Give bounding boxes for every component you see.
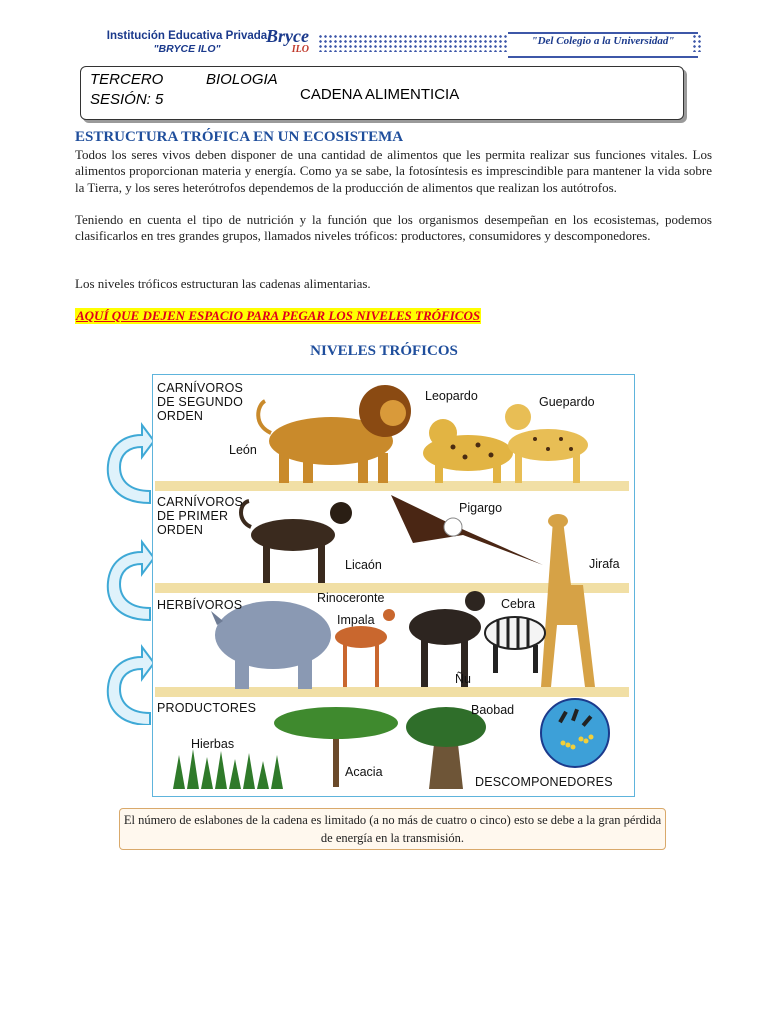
label-giraffe: Jirafa xyxy=(589,557,620,571)
figure-title: NIVELES TRÓFICOS xyxy=(310,343,458,359)
level-label-decomposers: DESCOMPONEDORES xyxy=(475,775,613,789)
leopard-icon xyxy=(423,419,513,483)
subject-label: BIOLOGIA xyxy=(206,71,278,88)
logo-text: Bryce xyxy=(266,26,309,46)
level-text: DE SEGUNDO xyxy=(157,395,244,409)
school-logo xyxy=(266,28,309,58)
label-grass: Hierbas xyxy=(191,737,235,751)
level-text: CARNÍVOROS xyxy=(157,381,244,395)
zebra-icon xyxy=(485,617,545,673)
label-impala: Impala xyxy=(337,613,375,627)
section-heading: ESTRUCTURA TRÓFICA EN UN ECOSISTEMA xyxy=(75,129,404,145)
session-label: SESIÓN: 5 xyxy=(90,91,164,108)
label-acacia: Acacia xyxy=(345,765,383,779)
trophic-levels-figure xyxy=(152,374,635,797)
grass-icon xyxy=(173,749,283,789)
header-dot-pattern-end xyxy=(692,34,702,52)
label-zebra: Cebra xyxy=(501,597,536,611)
level-arrows xyxy=(98,415,158,725)
arrow-icon-2 xyxy=(108,542,154,620)
baobab-icon xyxy=(406,707,486,789)
school-name-line2: "BRYCE ILO" xyxy=(153,43,221,55)
label-cheetah: Guepardo xyxy=(539,395,595,409)
paragraph-3: Los niveles tróficos estructuran las cadenas alimentarias. xyxy=(75,276,371,291)
label-eagle: Pigargo xyxy=(459,501,503,515)
wild-dog-icon xyxy=(241,501,352,583)
label-gnu: Ñu xyxy=(455,672,471,686)
arrow-icon-3 xyxy=(108,647,154,725)
instruction-note: AQUÍ QUE DEJEN ESPACIO PARA PEGAR LOS NIVELES TRÓFICOS xyxy=(76,308,481,323)
school-name xyxy=(92,30,282,56)
level-label-herbivores: HERBÍVOROS xyxy=(157,598,243,612)
school-motto: "Del Colegio a la Universidad" xyxy=(531,35,675,47)
school-name-line1: Institución Educativa Privada xyxy=(106,30,268,42)
level-label-producers: PRODUCTORES xyxy=(157,701,257,715)
paragraph-2: Teniendo en cuenta el tipo de nutrición y la función que los organismos desempeñan en los ecosistemas, podemos clasificarlos en tres grandes grupos, llamados niveles tróficos: productores, consumidores y descomponedores. xyxy=(75,212,712,244)
cheetah-icon xyxy=(505,404,588,483)
level-text: ORDEN xyxy=(157,523,204,537)
arrow-icon-1 xyxy=(108,425,154,503)
level-text: CARNÍVOROS xyxy=(157,495,244,509)
giraffe-icon xyxy=(541,514,595,687)
level-text: ORDEN xyxy=(157,409,204,423)
label-wild-dog: Licaón xyxy=(345,558,382,572)
logo-sub: ILO xyxy=(291,44,309,55)
rhino-icon xyxy=(211,601,331,689)
level-text: DE PRIMER xyxy=(157,509,229,523)
label-leopard: Leopardo xyxy=(425,389,478,403)
label-lion: León xyxy=(229,443,257,457)
gnu-icon xyxy=(409,591,485,687)
grade-label: TERCERO xyxy=(90,71,164,88)
level-label-first-order xyxy=(157,495,243,537)
label-rhino: Rinoceronte xyxy=(317,591,385,605)
lion-icon xyxy=(258,385,411,483)
paragraph-1: Todos los seres vivos deben disponer de una cantidad de alimentos que les permita realizar sus funciones vitales. Los alimentos proporcionan materia y energía. Como ya se sabe, la fotosíntesis es imprescindible para mantener la vida sobre la Tierra, y los seres heterótrofos dependemos de la producción de alimentos que realizan los autótrofos. xyxy=(75,147,712,195)
footnote-box: El número de eslabones de la cadena es limitado (a no más de cuatro o cinco) esto se debe a la gran pérdida de energía en la transmisión. xyxy=(119,808,666,850)
label-baobab: Baobad xyxy=(471,703,515,717)
animal-illustrations xyxy=(153,375,634,796)
level-label-second-order xyxy=(157,381,243,423)
topic-label: CADENA ALIMENTICIA xyxy=(300,86,460,103)
bacteria-icon xyxy=(541,699,609,767)
header-dot-pattern xyxy=(318,34,508,52)
